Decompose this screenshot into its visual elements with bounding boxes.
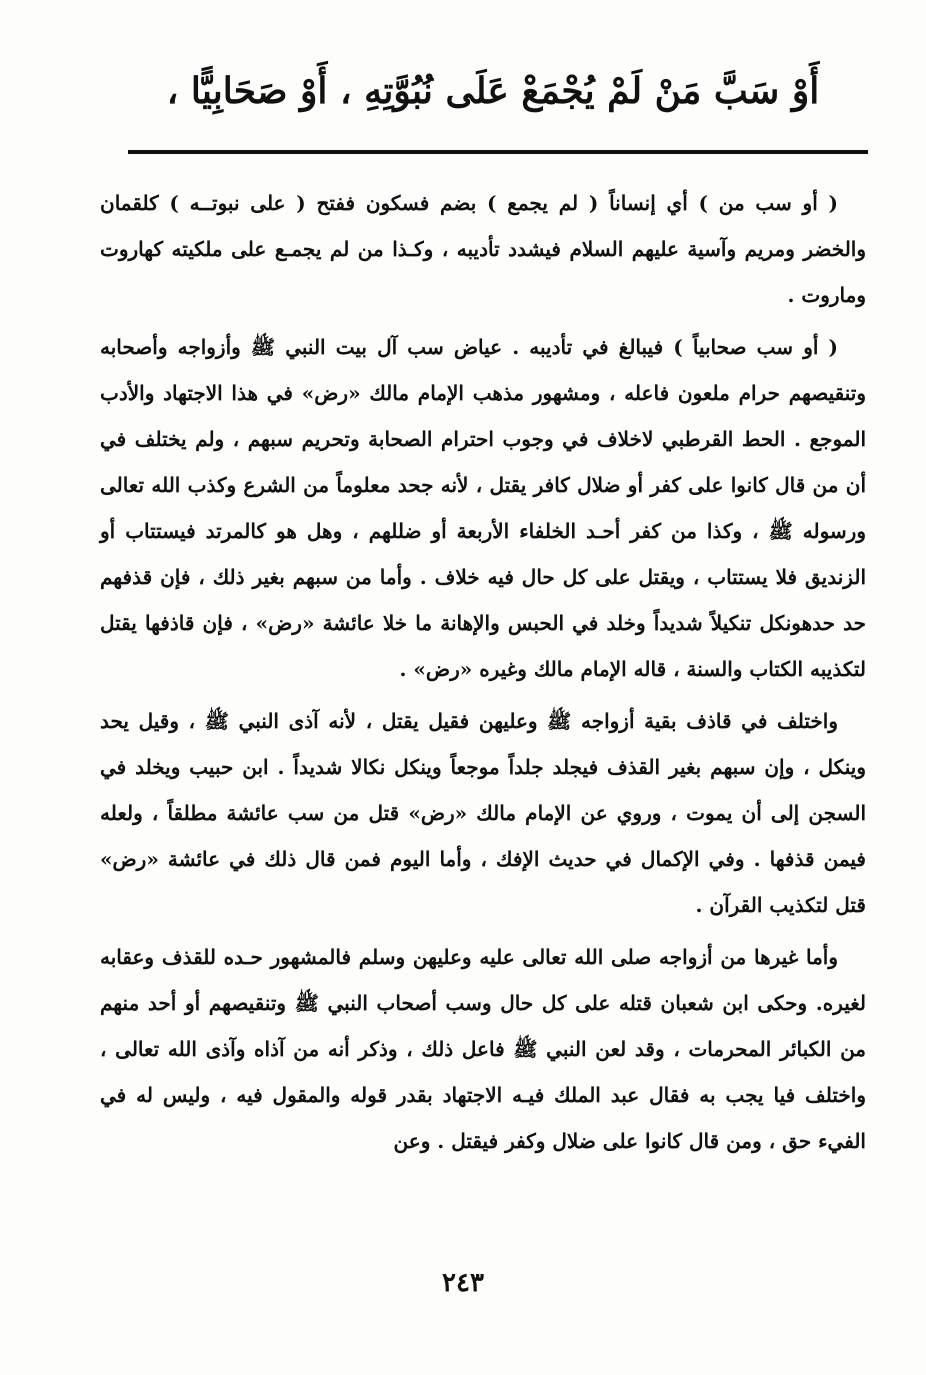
paragraph: واختلف في قاذف بقية أزواجه ﷺ وعليهن فقيل يقتل ، لأنه آذى النبي ﷺ ، وقيل يحد وينكل ، وإن سبهم بغير القذف فيجلد جلداً موجعاً وينكل نكالا شديداً . ابن حبيب ويخلد في السجن إلى أن يموت ، وروي عن الإمام مالك «رض» قتل من سب عائشة مطلقاً ، ولعله فيمن قذفها . وفي الإكمال في حديث الإفك ، وأما اليوم فمن قال ذلك في عائشة «رض» قتل لتكذيب القرآن . bbox=[100, 709, 866, 917]
header-rule bbox=[128, 150, 868, 154]
page-header bbox=[130, 70, 856, 140]
page-body bbox=[100, 180, 866, 1170]
header-title: أَوْ سَبَّ مَنْ لَمْ يُجْمَعْ عَلَى نُبُوَّتِهِ ، أَوْ صَحَابِيًّا ، bbox=[166, 70, 820, 112]
paragraph: ( أو سب من ) أي إنساناً ( لم يجمع ) بضم فسكون ففتح ( على نبوتــه ) كلقمان والخضر ومريم وآسية عليهم السلام فيشدد تأديبه ، وكـذا من لم يجمـع على ملكيته كهاروت وماروت . bbox=[100, 191, 866, 307]
paragraph: وأما غيرها من أزواجه صلى الله تعالى عليه وعليهن وسلم فالمشهور حـده للقذف وعقابه لغيره. وحكى ابن شعبان قتله على كل حال وسب أصحاب النبي ﷺ وتنقيصهم أو أحد منهم من الكبائر المحرمات ، وقد لعن النبي ﷺ فاعل ذلك ، وذكر أنه من آذاه وآذى الله تعالى ، واختلف فيا يجب به فقال عبد الملك فيـه الاجتهاد بقدر قوله والمقول فيه ، وليس له في الفيء حق ، ومن قال كانوا على ضلال وكفر فيقتل . وعن bbox=[100, 945, 866, 1153]
paragraph: ( أو سب صحابياً ) فيبالغ في تأديبه . عياض سب آل بيت النبي ﷺ وأزواجه وأصحابه وتنقيصهم حرام ملعون فاعله ، ومشهور مذهب الإمام مالك «رض» في هذا الاجتهاد والأدب الموجع . الحط القرطبي لاخلاف في وجوب احترام الصحابة وتحريم سبهم ، ولم يختلف في أن من قال كانوا على كفر أو ضلال كافر يقتل ، لأنه جحد معلوماً من الشرع وكذب الله تعالى ورسوله ﷺ ، وكذا من كفر أحـد الخلفاء الأربعة أو ضللهم ، وهل هو كالمرتد فيستتاب أو الزنديق فلا يستتاب ، ويقتل على كل حال فيه خلاف . وأما من سبهم بغير ذلك ، فإن قذفهم حد حدهونكل تنكيلاً شديداً وخلد في الحبس والإهانة ما خلا عائشة «رض» ، فإن قاذفها يقتل لتكذيبه الكتاب والسنة ، قاله الإمام مالك وغيره «رض» . bbox=[100, 335, 866, 681]
page-number: ٢٤٣ bbox=[442, 1268, 484, 1298]
